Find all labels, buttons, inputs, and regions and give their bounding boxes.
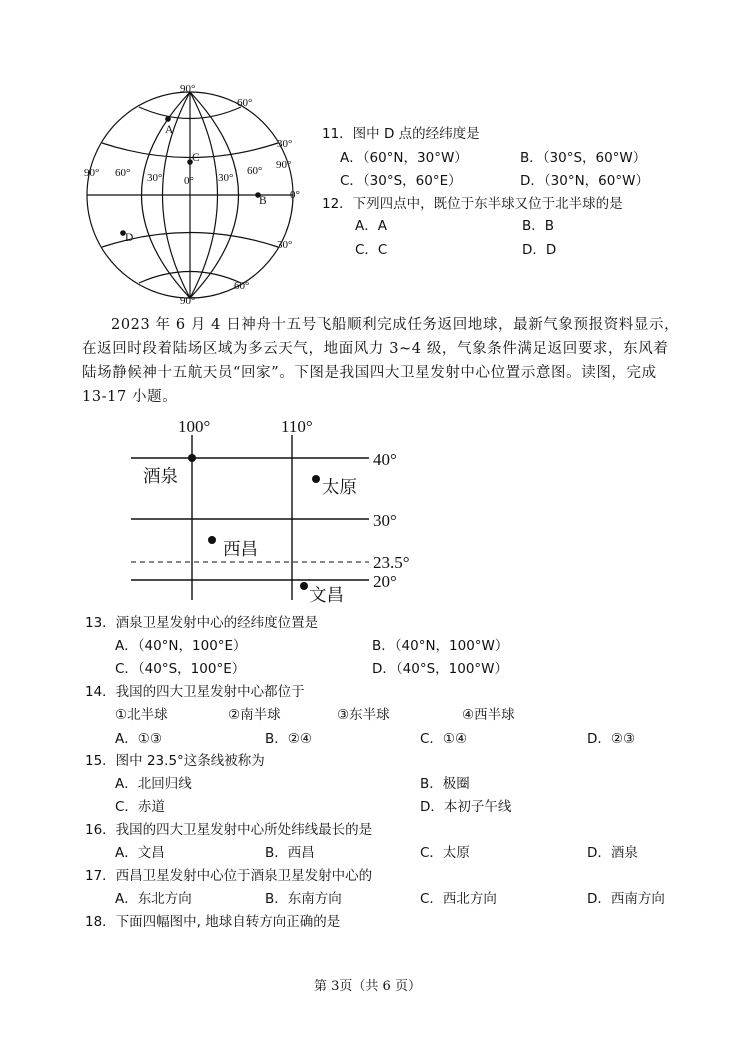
q16-option-d: D．酒泉 [587, 845, 638, 861]
label-lon110: 110° [281, 417, 313, 436]
jiuquan-marker [188, 454, 196, 462]
xichang-marker [208, 536, 216, 544]
label-bottom-90: 90° [180, 295, 196, 307]
label-point-c: C [192, 152, 200, 164]
label-lat0-e: 0° [290, 189, 300, 201]
q15-option-d: D．本初子午线 [420, 799, 512, 815]
q13-stem: 13．酒泉卫星发射中心的经纬度位置是 [85, 615, 319, 631]
q15-option-a: A．北回归线 [115, 776, 192, 792]
label-point-b: B [259, 195, 267, 207]
label-lon60-right: 60° [247, 165, 263, 177]
label-lat20: 20° [373, 572, 397, 591]
label-taiyuan: 太原 [322, 477, 357, 497]
label-lat40: 40° [373, 450, 397, 469]
q17-option-b: B．东南方向 [265, 891, 342, 907]
q14-option-c: C．①④ [420, 731, 468, 747]
q15-option-c: C．赤道 [115, 799, 165, 815]
label-wenchang: 文昌 [309, 585, 344, 605]
q14-item-2: ②南半球 [228, 707, 281, 723]
wenchang-marker [300, 582, 308, 590]
q14-option-b: B．②④ [265, 731, 312, 747]
q15-stem: 15．图中 23.5°这条线被称为 [85, 753, 265, 769]
label-point-d: D [125, 232, 134, 244]
q15-option-b: B．极圈 [420, 776, 470, 792]
q13-option-d: D．（40°S，100°W） [372, 661, 509, 677]
taiyuan-marker [312, 475, 320, 483]
q11-option-d: D．（30°N，60°W） [520, 173, 649, 189]
q16-option-a: A．文昌 [115, 845, 165, 861]
label-lon30-right: 30° [218, 172, 234, 184]
label-lon100: 100° [178, 417, 211, 436]
label-lon30-left: 30° [147, 172, 163, 184]
q17-option-c: C．西北方向 [420, 891, 497, 907]
page-footer: 第 3页（共 6 页） [314, 979, 421, 994]
q12-option-c: C．C [355, 242, 388, 258]
globe-figure [0, 0, 330, 315]
label-lon90-left: 90° [84, 167, 100, 179]
q13-option-b: B．（40°N，100°W） [372, 638, 509, 654]
q11-option-b: B．（30°S，60°W） [520, 150, 647, 166]
q14-item-3: ③东半球 [337, 707, 390, 723]
q17-stem: 17．西昌卫星发射中心位于酒泉卫星发射中心的 [85, 868, 373, 884]
q11-option-c: C．（30°S，60°E） [340, 173, 462, 189]
label-top-90: 90° [180, 83, 196, 95]
q12-option-d: D．D [522, 242, 557, 258]
label-jiuquan: 酒泉 [143, 466, 178, 486]
q14-item-4: ④西半球 [462, 707, 515, 723]
q14-stem: 14．我国的四大卫星发射中心都位于 [85, 684, 305, 700]
label-lat23-5: 23.5° [373, 553, 410, 572]
q12-stem: 12．下列四点中，既位于东半球又位于北半球的是 [322, 196, 623, 212]
point-a-marker [165, 116, 171, 122]
label-lon0: 0° [184, 175, 194, 187]
q14-item-1: ①北半球 [115, 707, 168, 723]
q17-option-a: A．东北方向 [115, 891, 192, 907]
label-lat60-se: 60° [234, 280, 250, 292]
q11-stem: 11．图中 D 点的经纬度是 [322, 126, 480, 142]
q11-option-a: A．（60°N，30°W） [340, 150, 468, 166]
q17-option-d: D．西南方向 [587, 891, 665, 907]
label-lat30-se: 30° [277, 239, 293, 251]
label-lat30: 30° [373, 511, 397, 530]
q13-option-a: A．（40°N，100°E） [115, 638, 247, 654]
q13-option-c: C．（40°S，100°E） [115, 661, 246, 677]
label-xichang: 西昌 [223, 539, 258, 559]
launch-center-map [0, 405, 420, 610]
q14-option-a: A．①③ [115, 731, 162, 747]
q16-option-b: B．西昌 [265, 845, 315, 861]
q12-option-b: B．B [522, 218, 555, 234]
label-lat60-ne: 60° [237, 97, 253, 109]
q18-stem: 18．下面四幅图中, 地球自转方向正确的是 [85, 914, 341, 930]
passage-text: 2023 年 6 月 4 日神舟十五号飞船顺利完成任务返回地球，最新气象预报资料显示，在返回时段着陆场区域为多云天气，地面风力 3~4 级，气象条件满足返回要求，东风着陆场静候神十五航天员“回家”。下图是我国四大卫星发射中心位置示意图。读图，完成 13-17 小题。 [82, 317, 680, 405]
label-lat30-ne: 30° [277, 138, 293, 150]
label-point-a: A [165, 124, 174, 136]
label-lon60-left: 60° [115, 167, 131, 179]
q16-stem: 16．我国的四大卫星发射中心所处纬线最长的是 [85, 822, 373, 838]
q14-option-d: D．②③ [587, 731, 636, 747]
q16-option-c: C．太原 [420, 845, 470, 861]
label-lon90-right: 90° [276, 159, 292, 171]
q12-option-a: A．A [355, 218, 387, 234]
